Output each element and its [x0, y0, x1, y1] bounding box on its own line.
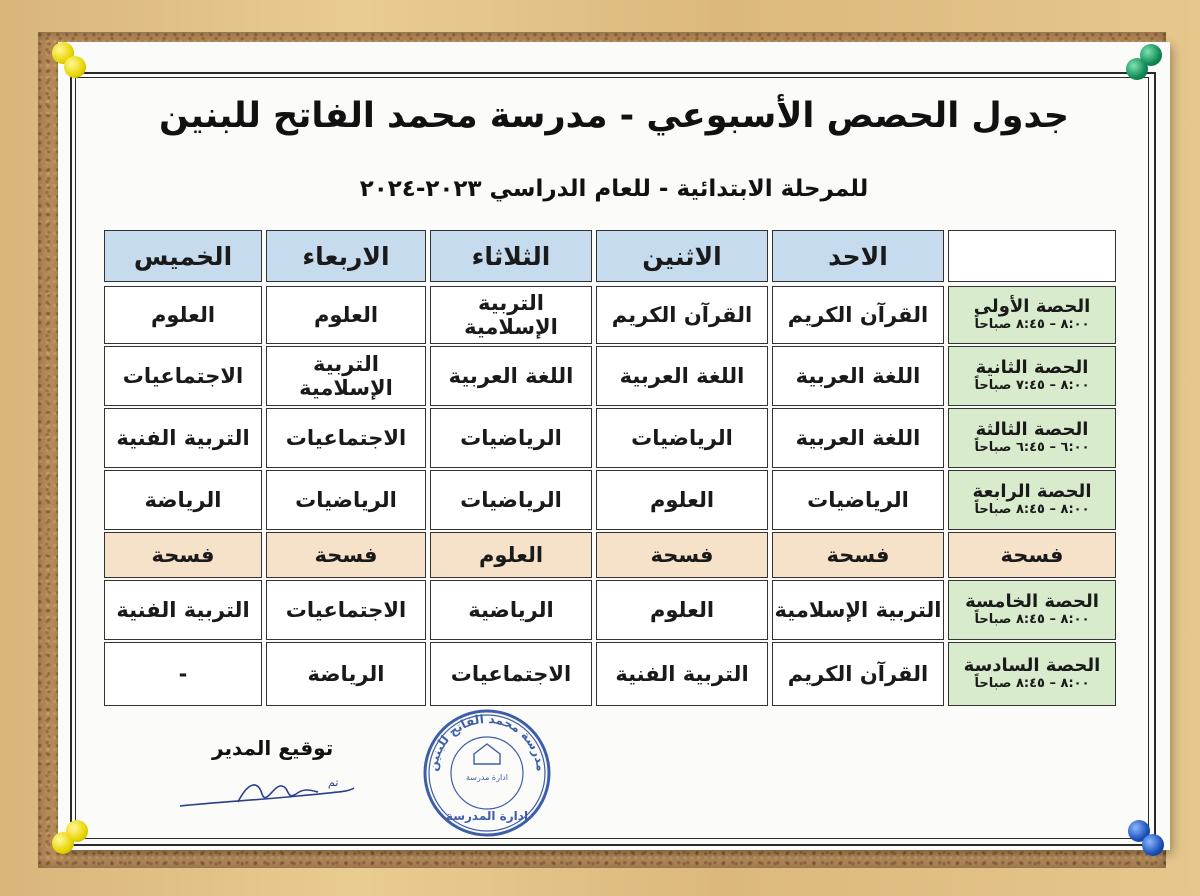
subject-cell: الرياضية [430, 580, 592, 640]
stamp-bottom-text: إدارة المدرسة [445, 809, 529, 823]
subject-cell: اللغة العربية [772, 346, 944, 406]
subject-cell: التربية الفنية [104, 408, 262, 468]
stamp-inner-text: ادارة مدرسة [466, 773, 508, 782]
period-label [948, 470, 1116, 530]
period-label [948, 408, 1116, 468]
day-header: الخميس [104, 230, 262, 282]
break-cell: العلوم [430, 532, 592, 578]
day-header: الاربعاء [266, 230, 426, 282]
period-time: ٨:٠٠ – ٧:٤٥ صباحاً [974, 377, 1090, 393]
page-title: جدول الحصص الأسبوعي - مدرسة محمد الفاتح للبنين [159, 96, 1069, 136]
green-pushpin-icon [1126, 58, 1148, 80]
period-time: ٨:٠٠ – ٨:٤٥ صباحاً [974, 675, 1090, 691]
day-header: الاثنين [596, 230, 768, 282]
period-name: الحصة الثالثة [975, 419, 1089, 441]
subject-cell: العلوم [104, 286, 262, 344]
subject-cell: - [104, 642, 262, 706]
subject-cell: الرياضيات [772, 470, 944, 530]
stamp-outer-text: مدرسة محمد الفاتح للبنين [425, 711, 549, 773]
period-name: الحصة الثانية [975, 357, 1089, 379]
subject-cell: التربية الإسلامية [266, 346, 426, 406]
subject-cell: الاجتماعيات [430, 642, 592, 706]
period-time: ٨:٠٠ – ٨:٤٥ صباحاً [974, 611, 1090, 627]
period-name: الحصة الرابعة [972, 481, 1092, 503]
period-label [948, 580, 1116, 640]
subject-cell: اللغة العربية [772, 408, 944, 468]
period-name: الحصة الخامسة [965, 591, 1099, 613]
subject-cell: القرآن الكريم [772, 642, 944, 706]
subject-cell: الاجتماعيات [104, 346, 262, 406]
day-header: الثلاثاء [430, 230, 592, 282]
subject-cell: اللغة العربية [430, 346, 592, 406]
school-stamp [420, 706, 554, 840]
subject-cell: الرياضيات [596, 408, 768, 468]
subject-cell: القرآن الكريم [596, 286, 768, 344]
subject-cell: الاجتماعيات [266, 408, 426, 468]
schedule-paper [58, 42, 1170, 850]
book-emblem-icon [474, 744, 500, 764]
subject-cell: اللغة العربية [596, 346, 768, 406]
subject-cell: التربية الإسلامية [772, 580, 944, 640]
subject-cell: الرياضة [104, 470, 262, 530]
period-time: ٨:٠٠ – ٨:٤٥ صباحاً [974, 501, 1090, 517]
svg-text:مدرسة محمد الفاتح للبنين [426, 712, 548, 772]
break-cell: فسحة [772, 532, 944, 578]
subject-cell: العلوم [596, 470, 768, 530]
subject-cell: الرياضيات [430, 408, 592, 468]
page-subtitle: للمرحلة الابتدائية - للعام الدراسي ٢٠٢٣-٢٠٢٤ [359, 176, 869, 202]
subject-cell: العلوم [266, 286, 426, 344]
subject-cell: العلوم [596, 580, 768, 640]
subject-cell: الرياضيات [430, 470, 592, 530]
yellow-pushpin-icon [66, 820, 88, 842]
subject-cell: الاجتماعيات [266, 580, 426, 640]
break-label: فسحة [948, 532, 1116, 578]
principal-signature [178, 772, 358, 812]
period-label [948, 286, 1116, 344]
signature-scrawl: تم [328, 776, 339, 789]
yellow-pushpin-icon [64, 56, 86, 78]
period-time: ٨:٠٠ – ٨:٤٥ صباحاً [974, 316, 1090, 332]
subject-cell: القرآن الكريم [772, 286, 944, 344]
period-time: ٦:٠٠ – ٦:٤٥ صباحاً [974, 439, 1090, 455]
subject-cell: الرياضيات [266, 470, 426, 530]
period-name: الحصة الأولى [973, 296, 1091, 318]
period-label [948, 642, 1116, 706]
period-name: الحصة السادسة [963, 655, 1101, 677]
day-header: الاحد [772, 230, 944, 282]
break-cell: فسحة [266, 532, 426, 578]
subject-cell: الرياضة [266, 642, 426, 706]
break-cell: فسحة [104, 532, 262, 578]
period-label [948, 346, 1116, 406]
signature-label: توقيع المدير [212, 736, 334, 760]
break-cell: فسحة [596, 532, 768, 578]
table-corner [948, 230, 1116, 282]
blue-pushpin-icon [1142, 834, 1164, 856]
subject-cell: التربية الفنية [596, 642, 768, 706]
subject-cell: التربية الفنية [104, 580, 262, 640]
subject-cell: التربية الإسلامية [430, 286, 592, 344]
